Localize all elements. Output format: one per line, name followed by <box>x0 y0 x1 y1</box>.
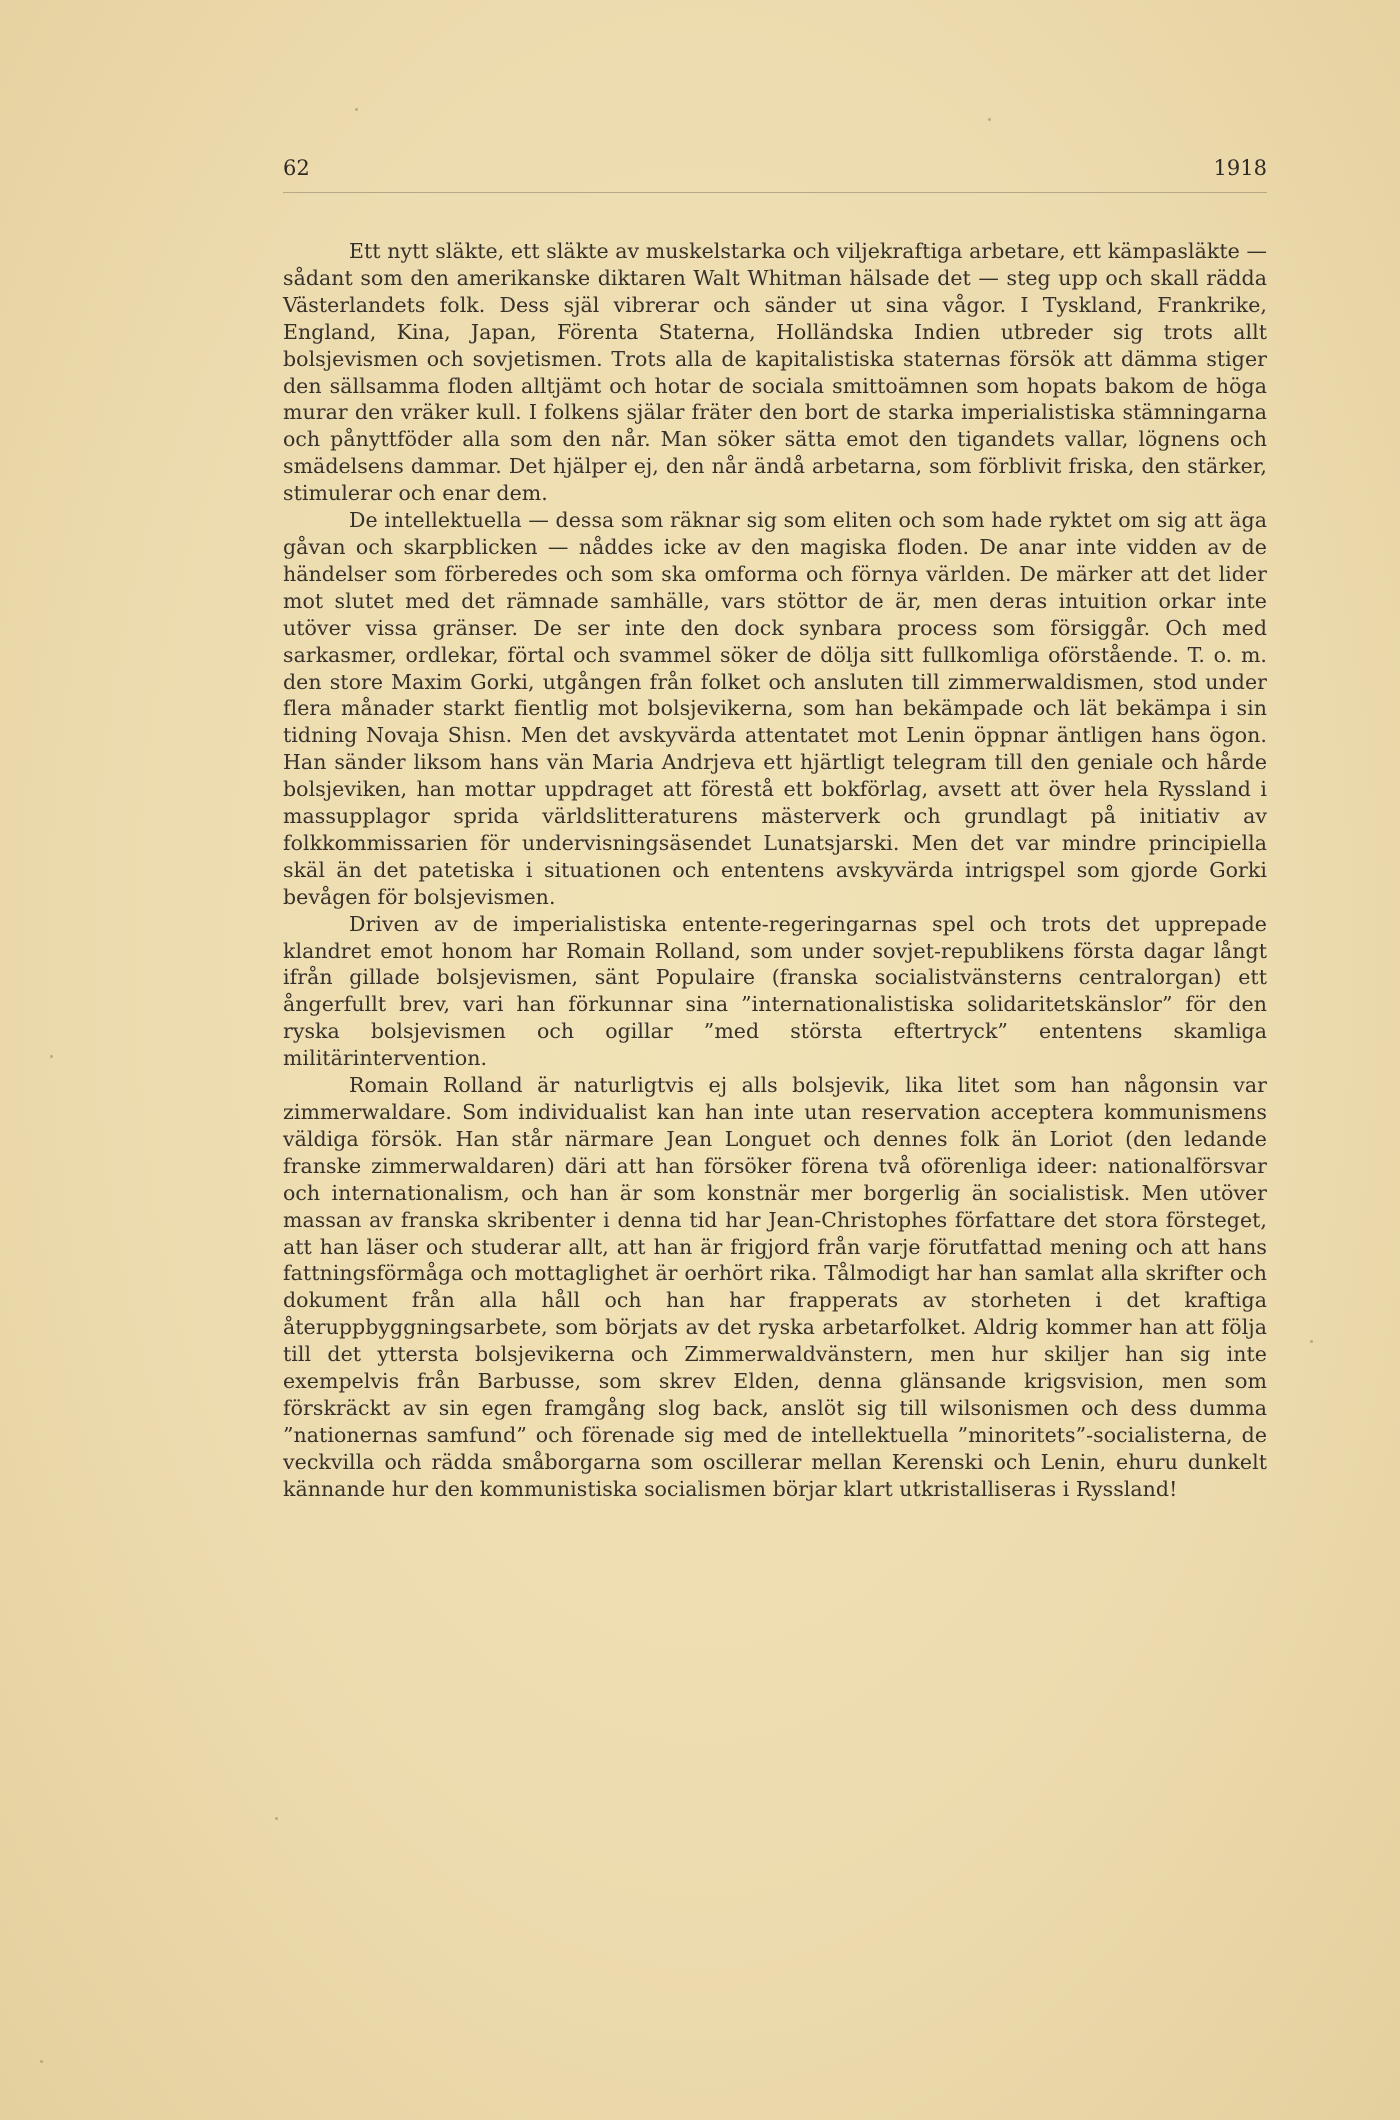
paper-speck <box>40 2060 43 2063</box>
paragraph-3: Driven av de imperialistiska entente-regeringarnas spel och trots det upprepade klandret emot honom har Romain Rolland, som under sovjet-republikens första dagar långt ifrån gillade bolsjevismen, sänt Populaire (franska socialistvänsterns centralorgan) ett ångerfullt brev, vari han förkunnar sina ”internationalistiska solidaritetskänslor” för den ryska bolsjevismen och ogillar ”med största eftertryck” ententens skamliga militärintervention. <box>283 911 1267 1071</box>
paper-speck <box>50 1055 53 1058</box>
header-rule <box>283 192 1267 193</box>
page-number: 62 <box>283 156 310 180</box>
paragraph-1: Ett nytt släkte, ett släkte av muskelstarka och viljekraftiga arbetare, ett kämpasläkte — sådant som den amerikanske diktaren Walt Whitman hälsade det — steg upp och skall rädda Västerlandets folk. Dess själ vibrerar och sänder ut sina vågor. I Tyskland, Frankrike, England, Kina, Japan, Förenta Staterna, Holländska Indien utbreder sig trots allt bolsjevismen och sovjetismen. Trots alla de kapitalistiska staternas försök att dämma stiger den sällsamma floden alltjämt och hotar de sociala smittoämnen som hopats bakom de höga murar den vräker kull. I folkens själar fräter den bort de starka imperialistiska stämningarna och pånyttföder alla som den når. Man söker sätta emot den tigandets vallar, lögnens och smädelsens dammar. Det hjälper ej, den når ändå arbetarna, som förblivit friska, den stärker, stimulerar och enar dem. <box>283 239 1267 506</box>
body-text <box>283 238 1267 1503</box>
paper-speck <box>1310 1340 1313 1343</box>
paper-speck <box>275 1817 278 1820</box>
running-header <box>283 156 1267 190</box>
paper-speck <box>355 108 358 111</box>
header-year: 1918 <box>1213 156 1267 180</box>
paragraph-4: Romain Rolland är naturligtvis ej alls bolsjevik, lika litet som han någonsin var zimmerwaldare. Som individualist kan han inte utan reservation acceptera kommunismens väldiga försök. Han står närmare Jean Longuet och dennes folk än Loriot (den ledande franske zimmerwaldaren) däri att han försöker förena två oförenliga ideer: nationalförsvar och internationalism, och han är som konstnär mer borgerlig än socialistisk. Men utöver massan av franska skribenter i denna tid har Jean-Christophes författare det stora försteget, att han läser och studerar allt, att han är frigjord från varje förutfattad mening och att hans fattningsförmåga och mottaglighet är oerhört rika. Tålmodigt har han samlat alla skrifter och dokument från alla håll och han har frapperats av storheten i det kraftiga återuppbyggningsarbete, som börjats av det ryska arbetarfolket. Aldrig kommer han att följa till det yttersta bolsjevikerna och Zimmerwaldvänstern, men hur skiljer han sig inte exempelvis från Barbusse, som skrev Elden, denna glänsande krigsvision, men som förskräckt av sin egen framgång slog back, anslöt sig till wilsonismen och dess dumma ”nationernas samfund” och förenade sig med de intellektuella ”minoritets”-socialisterna, de veckvilla och rädda småborgarna som oscillerar mellan Kerenski och Lenin, ehuru dunkelt kännande hur den kommunistiska socialismen börjar klart utkristalliseras i Ryssland! <box>283 1073 1267 1501</box>
paper-speck <box>988 118 991 121</box>
paragraph-2: De intellektuella — dessa som räknar sig som eliten och som hade ryktet om sig att äga gåvan och skarpblicken — nåddes icke av den magiska floden. De anar inte vidden av de händelser som förberedes och som ska omforma och förnya världen. De märker att det lider mot slutet med det rämnade samhälle, vars stöttor de är, men deras intuition orkar inte utöver vissa gränser. De ser inte den dock synbara process som försiggår. Och med sarkasmer, ordlekar, förtal och svammel söker de dölja sitt fullkomliga oförstående. T. o. m. den store Maxim Gorki, utgången från folket och ansluten till zimmerwaldismen, stod under flera månader starkt fientlig mot bolsjevikerna, som han bekämpade och lät bekämpa i sin tidning Novaja Shisn. Men det avskyvärda attentatet mot Lenin öppnar äntligen hans ögon. Han sänder liksom hans vän Maria Andrjeva ett hjärtligt telegram till den geniale och hårde bolsjeviken, han mottar uppdraget att förestå ett bokförlag, avsett att över hela Ryssland i massupplagor sprida världslitteraturens mästerverk och grundlagt på initiativ av folkkommissarien för undervisningsäsendet Lunatsjarski. Men det var mindre principiella skäl än det patetiska i situationen och ententens avskyvärda intrigspel som gjorde Gorki bevågen för bolsjevismen. <box>283 508 1267 909</box>
